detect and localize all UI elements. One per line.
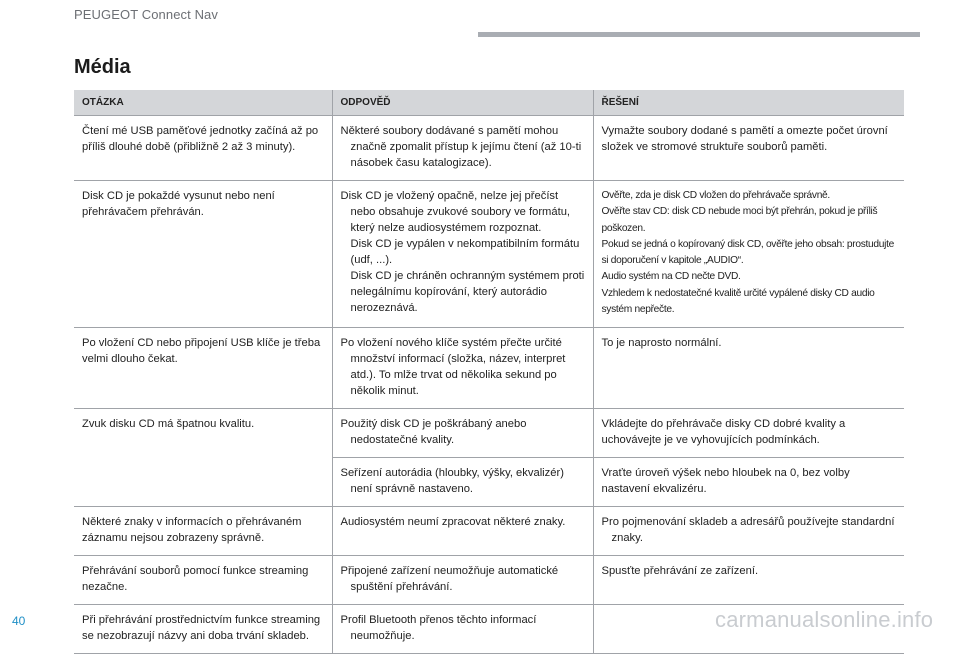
question-cell: Přehrávání souborů pomocí funkce streaming nezačne. xyxy=(74,556,332,605)
answer-text: Některé soubory dodávané s pamětí mohou značně zpomalit přístup k jejímu čtení (až 10-ti násobek času katalogizace). xyxy=(340,125,582,169)
answer-text: Po vložení nového klíče systém přečte určité množství informací (složka, název, interpret atd.). To mlže trvat od několika sekund po několik minut. xyxy=(340,337,566,398)
answer-cell xyxy=(332,116,593,181)
table-header-row xyxy=(74,90,904,116)
table-row xyxy=(74,507,904,556)
solution-text: Pro pojmenování skladeb a adresářů používejte standardní znaky. xyxy=(601,516,895,545)
document-header: PEUGEOT Connect Nav xyxy=(74,7,218,22)
column-header-answer: ODPOVĚĎ xyxy=(332,90,593,116)
table-row xyxy=(74,556,904,605)
question-cell: Zvuk disku CD má špatnou kvalitu. xyxy=(82,418,255,431)
table-row xyxy=(74,116,904,181)
answer-cell xyxy=(332,556,593,605)
question-cell: Některé znaky v informacích o přehrávaném záznamu nejsou zobrazeny správně. xyxy=(74,507,332,556)
question-cell: Po vložení CD nebo připojení USB klíče je třeba velmi dlouho čekat. xyxy=(74,328,332,409)
question-cell: Disk CD je pokaždé vysunut nebo není přehrávačem přehráván. xyxy=(74,181,332,328)
watermark: carmanualsonline.info xyxy=(715,607,934,632)
solution-cell: Spusťte přehrávání ze zařízení. xyxy=(593,556,904,605)
page-title: Média xyxy=(74,56,131,78)
table-row xyxy=(74,328,904,409)
solution-cell xyxy=(593,507,904,556)
answer-cell xyxy=(332,181,593,328)
answer-text: Použitý disk CD je poškrábaný anebo nedostatečné kvality. xyxy=(340,418,527,447)
table-row xyxy=(74,409,904,458)
answer-text: Audiosystém neumí zpracovat některé znaky. xyxy=(340,516,566,529)
table-row xyxy=(74,458,904,507)
solution-cell: Ověřte, zda je disk CD vložen do přehrávače správně. Ověřte stav CD: disk CD nebude moci být přehrán, pokud je příliš poškozen. Pokud se jedná o kopírovaný disk CD, ověřte jeho obsah: prostudujte si doporučení v kapitole „AUDIO“. Audio systém na CD nečte DVD. Vzhledem k nedostatečné kvalitě určité vypálené disky CD audio systém nepřečte. xyxy=(593,181,904,328)
solution-cell: To je naprosto normální. xyxy=(593,328,904,409)
answer-cell xyxy=(332,409,593,458)
solution-cell: Vymažte soubory dodané s pamětí a omezte počet úrovní složek ve stromové struktuře souborů paměti. xyxy=(593,116,904,181)
answer-text: Profil Bluetooth přenos těchto informací neumožňuje. xyxy=(340,614,537,643)
troubleshooting-table xyxy=(74,90,904,654)
page-number: 40 xyxy=(12,614,26,628)
answer-cell xyxy=(332,458,593,507)
question-cell: Čtení mé USB paměťové jednotky začíná až po příliš dlouhé době (přibližně 2 až 3 minuty). xyxy=(74,116,332,181)
solution-cell: Vraťte úroveň výšek nebo hloubek na 0, bez volby nastavení ekvalizéru. xyxy=(593,458,904,507)
column-header-solution: ŘEŠENÍ xyxy=(593,90,904,116)
header-divider xyxy=(478,32,920,37)
answer-cell xyxy=(332,507,593,556)
answer-cell xyxy=(332,605,593,654)
table-row xyxy=(74,181,904,328)
column-header-question: OTÁZKA xyxy=(74,90,332,116)
answer-text: Seřízení autorádia (hloubky, výšky, ekvalizér) není správně nastaveno. xyxy=(340,467,564,496)
solution-cell: Vkládejte do přehrávače disky CD dobré kvality a uchovávejte je ve vyhovujících podmínkách. xyxy=(593,409,904,458)
answer-text: Disk CD je vložený opačně, nelze jej přečíst nebo obsahuje zvukové soubory ve formátu, který nelze audiosystémem rozpoznat. Disk CD je vypálen v nekompatibilním formátu (udf, ...). Disk CD je chráněn ochranným systémem proti nelegálnímu kopírování, který autorádio nerozeznává. xyxy=(340,190,585,314)
answer-text: Připojené zařízení neumožňuje automatické spuštění přehrávání. xyxy=(340,565,559,594)
question-cell: Při přehrávání prostřednictvím funkce streaming se nezobrazují názvy ani doba trvání skladeb. xyxy=(74,605,332,654)
question-cell xyxy=(74,458,332,507)
answer-cell xyxy=(332,328,593,409)
